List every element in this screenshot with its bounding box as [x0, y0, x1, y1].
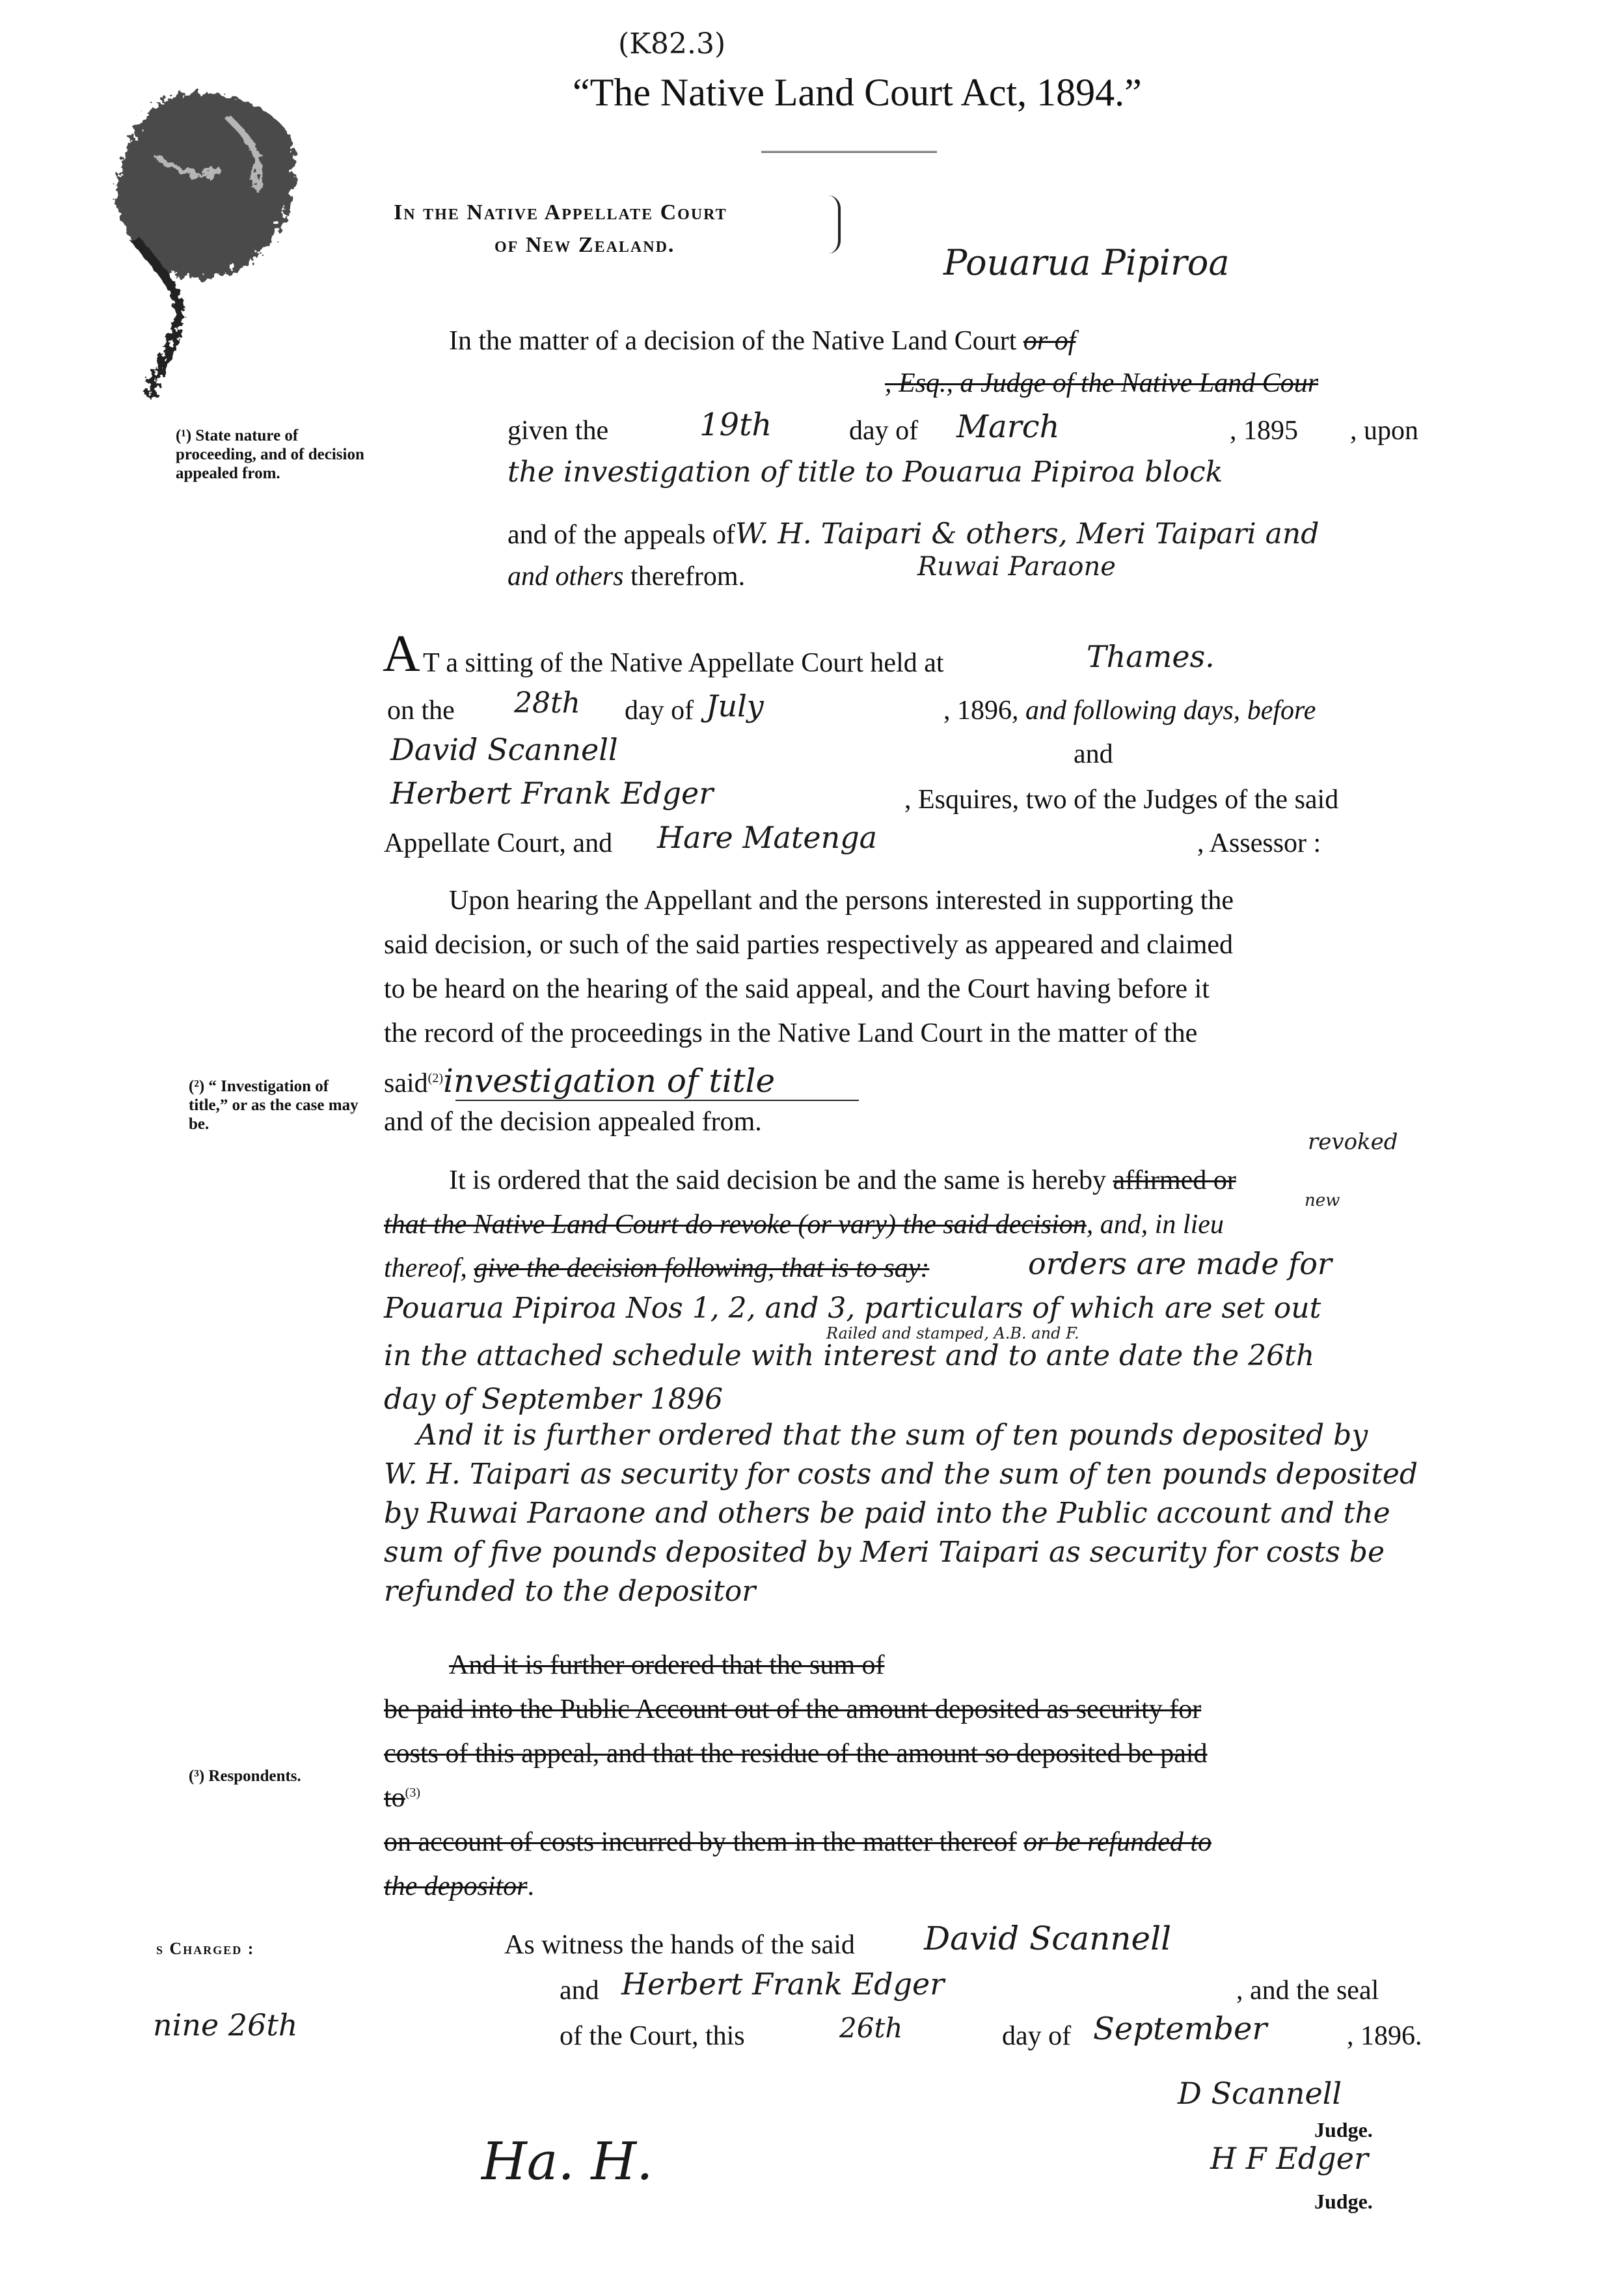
- hearing-line6: and of the decision appealed from.: [384, 1107, 762, 1137]
- in-lieu: , and, in lieu: [1086, 1210, 1224, 1240]
- order-hw-insert: Railed and stamped, A.B. and F.: [826, 1324, 1079, 1342]
- further-end: .: [527, 1871, 534, 1901]
- struck-decision-following: give the decision following, that is to say:: [474, 1253, 930, 1283]
- struck-revoke-line: that the Native Land Court do revoke (or vary) the said decision: [384, 1210, 1087, 1240]
- appeals-prefix: and of the appeals of: [508, 520, 735, 550]
- further-line6: [384, 1871, 534, 1902]
- order-hw2: Pouarua Pipiroa Nos 1, 2, and 3, particulars of which are set out: [384, 1292, 1321, 1325]
- sitting-day-of: day of: [625, 696, 694, 726]
- matter-line1: [449, 325, 1076, 357]
- witness-and: and: [560, 1976, 599, 2005]
- respondents-ref: (3): [405, 1786, 420, 1800]
- order-hw4: day of September 1896: [384, 1383, 723, 1416]
- title-rule: [761, 151, 937, 156]
- margin-note-1: (¹) State nature of proceeding, and of decision appealed from.: [176, 427, 364, 482]
- block-name: Pouarua Pipiroa: [943, 242, 1230, 283]
- insert-revoked: revoked: [1308, 1129, 1398, 1155]
- witness-day: 26th: [839, 2012, 903, 2044]
- order-hw1: orders are made for: [1028, 1246, 1332, 1281]
- sitting-year-line: [943, 695, 1316, 726]
- hearing-line5: said$^{(2)}$investigation of title: [384, 1062, 776, 1100]
- witness-seal: , and the seal: [1236, 1976, 1379, 2005]
- fees-charged-label: s Charged :: [156, 1939, 255, 1958]
- sitting-place: Thames.: [1087, 639, 1215, 674]
- document-title: “The Native Land Court Act, 1894.”: [573, 71, 1142, 114]
- following-days: , and following days,: [1012, 696, 1241, 726]
- proceeding-description: the investigation of title to Pouarua Pipiroa block: [508, 455, 1223, 489]
- order-hw6: W. H. Taipari as security for costs and the sum of ten pounds deposited: [384, 1458, 1418, 1491]
- court-name-line2: of New Zealand.: [494, 233, 675, 257]
- fees-charged-value: nine 26th: [153, 2007, 298, 2043]
- order-hw9: refunded to the depositor: [384, 1575, 756, 1608]
- judge1-name: David Scannell: [390, 732, 618, 767]
- sitting-month: July: [706, 688, 764, 724]
- order-line1-text: It is ordered that the said decision be and the same is hereby: [449, 1165, 1107, 1195]
- judge-label-2: Judge.: [1314, 2190, 1373, 2213]
- matter-line1-text: In the matter of a decision of the Native Land Court: [449, 326, 1017, 356]
- and-label: and: [1074, 739, 1113, 769]
- drop-cap: A: [383, 625, 420, 683]
- matter-underline: [455, 1100, 859, 1101]
- struck-affirmed: affirmed or: [1113, 1165, 1236, 1195]
- order-hw8: sum of five pounds deposited by Meri Taipari as security for costs be: [384, 1536, 1385, 1569]
- upon-label: , upon: [1350, 416, 1418, 446]
- day-of-label: day of: [849, 416, 919, 446]
- appeals-line: [508, 517, 1319, 551]
- margin-note-2: (²) “ Investigation of title,” or as the case may be.: [189, 1078, 359, 1133]
- thereof-label: thereof,: [384, 1253, 467, 1283]
- the-depositor: the depositor: [384, 1871, 528, 1901]
- hearing-line4: the record of the proceedings in the Native Land Court in the matter of the: [384, 1018, 1198, 1048]
- to-label: to: [384, 1783, 405, 1813]
- judge2-name: Herbert Frank Edger: [390, 776, 714, 811]
- costs-incurred: on account of costs incurred by them in the matter thereof: [384, 1827, 1017, 1857]
- hearing-line1: Upon hearing the Appellant and the persons interested in supporting the: [449, 886, 1234, 916]
- further-line3: costs of this appeal, and that the residue of the amount so deposited be paid: [384, 1739, 1208, 1769]
- therefrom: therefrom.: [630, 562, 746, 591]
- on-the-label: on the: [387, 696, 455, 726]
- order-hw3: in the attached schedule with interest and to ante date the 26th: [384, 1339, 1315, 1372]
- hearing-line3: to be heard on the hearing of the said appeal, and the Court having before it: [384, 974, 1210, 1004]
- court-name-line1: In the Native Appellate Court: [394, 200, 727, 224]
- judge-label-1: Judge.: [1314, 2118, 1373, 2141]
- assessor-label: , Assessor :: [1197, 828, 1321, 858]
- witness-year: , 1896.: [1347, 2021, 1422, 2051]
- insert-new: new: [1305, 1191, 1340, 1210]
- said-label: said: [384, 1068, 428, 1098]
- witness-line3: of the Court, this: [560, 2021, 745, 2051]
- struck-judge-line: , Esq., a Judge of the Native Land Cour: [885, 368, 1319, 398]
- witness-judge2: Herbert Frank Edger: [621, 1966, 945, 2002]
- witness-day-of: day of: [1002, 2021, 1072, 2051]
- court-brace: [828, 195, 841, 254]
- decision-month: March: [956, 409, 1060, 445]
- decision-year: , 1895: [1230, 416, 1298, 446]
- further-line4: [384, 1782, 420, 1814]
- order-line3: [384, 1253, 929, 1284]
- struck-or-of: or of: [1023, 326, 1076, 356]
- sitting-year: , 1896: [943, 696, 1012, 726]
- signature-judge1: D Scannell: [1178, 2076, 1342, 2111]
- further-line2: be paid into the Public Account out of the amount deposited as security for: [384, 1694, 1202, 1724]
- sitting-day: 28th: [514, 687, 581, 720]
- further-line1: And it is further ordered that the sum of: [449, 1650, 885, 1680]
- matter-value: investigation of title: [442, 1062, 776, 1100]
- appellate-court-label: Appellate Court, and: [384, 828, 613, 858]
- sitting-line1: T a sitting of the Native Appellate Court held at: [423, 648, 944, 678]
- reference-number: (K82.3): [618, 27, 726, 61]
- court-seal-stamp: [98, 59, 312, 423]
- order-hw5: And it is further ordered that the sum of ten pounds deposited by: [416, 1419, 1368, 1452]
- order-hw7: by Ruwai Paraone and others be paid into the Public account and the: [384, 1497, 1390, 1530]
- hearing-line2: said decision, or such of the said parties respectively as appeared and claimed: [384, 930, 1234, 960]
- appellants-names: W. H. Taipari & others, Meri Taipari and: [735, 517, 1320, 551]
- witness-month: September: [1093, 2011, 1267, 2047]
- witness-judge1: David Scannell: [924, 1920, 1172, 1957]
- refunded-to: or be refunded to: [1023, 1827, 1212, 1857]
- initials-signature: Ha. H.: [481, 2131, 653, 2192]
- order-line2: [384, 1209, 1224, 1240]
- given-the-label: given the: [508, 416, 609, 446]
- margin-note-3: (³) Respondents.: [189, 1767, 301, 1785]
- appellants-names-2: Ruwai Paraone: [917, 552, 1116, 582]
- assessor-name: Hare Matenga: [657, 820, 878, 855]
- and-others: and others: [508, 562, 624, 591]
- esquires-line: , Esquires, two of the Judges of the said: [904, 785, 1339, 815]
- further-line5: [384, 1827, 1211, 1858]
- before-label: before: [1247, 696, 1316, 726]
- signature-judge2: H F Edger: [1210, 2141, 1368, 2176]
- decision-day: 19th: [699, 407, 772, 443]
- order-line1: [449, 1165, 1236, 1196]
- witness-line1: As witness the hands of the said: [504, 1930, 855, 1960]
- and-others-line: [508, 561, 745, 592]
